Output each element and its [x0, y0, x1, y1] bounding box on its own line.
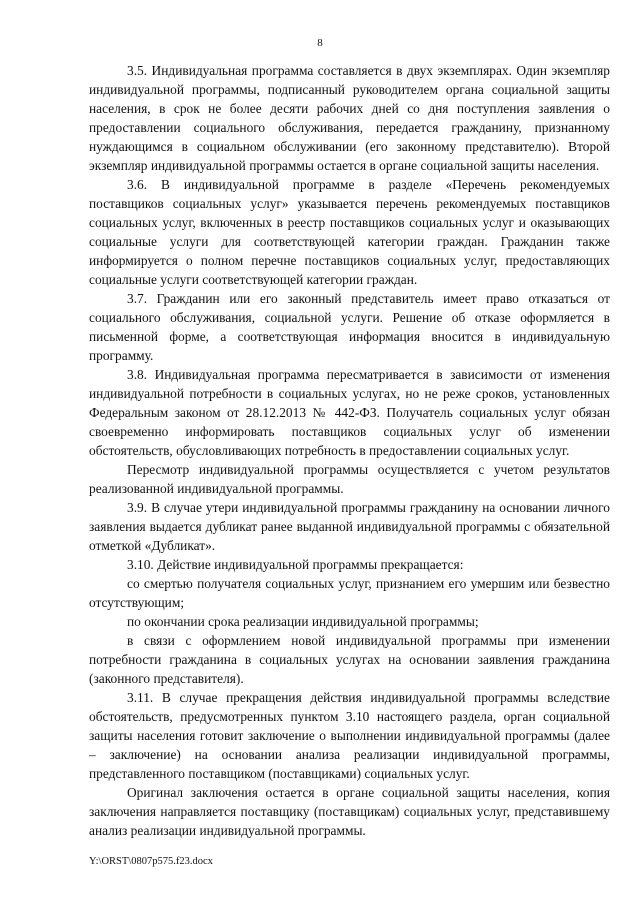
paragraph-3-10-item-new-program: в связи с оформлением новой индивидуальной программы при изменении потребности гражданина в социальных услугах на основании заявления гражданина (законного представителя).: [89, 633, 610, 686]
paragraph-review: Пересмотр индивидуальной программы осуществляется с учетом результатов реализованной индивидуальной программы.: [89, 462, 610, 496]
paragraph-3-6: 3.6. В индивидуальной программе в разделе «Перечень рекомендуемых поставщиков социальных услуг» указывается перечень рекомендуемых поставщиков социальных услуг, включенных в реестр поставщиков социальных услуг и оказывающих социальные услуги для соответствующей категории граждан. Гражданин также информируется о полном перечне поставщиков социальных услуг, предоставляющих социальные услуги соответствующей категории граждан.: [89, 177, 610, 287]
paragraph-3-10-item-death: со смертью получателя социальных услуг, признанием его умершим или безвестно отсутствующим;: [89, 576, 610, 610]
paragraph-3-9: 3.9. В случае утери индивидуальной программы гражданину на основании личного заявления выдается дубликат ранее выданной индивидуальной программы с обязательной отметкой «Дубликат».: [89, 500, 610, 553]
footer-file-path: Y:\ORST\0807p575.f23.docx: [89, 856, 213, 867]
paragraph-3-11: 3.11. В случае прекращения действия индивидуальной программы вследствие обстоятельств, предусмотренных пунктом 3.10 настоящего раздела, орган социальной защиты населения готовит заключение о выполнении индивидуальной программы (далее – заключение) на основании анализа реализации индивидуальной программы, представленного поставщиком (поставщиками) социальных услуг.: [89, 690, 610, 781]
paragraph-3-5: 3.5. Индивидуальная программа составляется в двух экземплярах. Один экземпляр индивидуальной программы, подписанный руководителем органа социальной защиты населения, в срок не более десяти рабочих дней со дня поступления заявления о предоставлении социального обслуживания, передается гражданину, признанному нуждающимся в социальном обслуживании (его законному представителю). Второй экземпляр индивидуальной программы остается в органе социальной защиты населения.: [89, 63, 610, 173]
page-number: 8: [317, 37, 323, 49]
paragraph-conclusion-original: Оригинал заключения остается в органе социальной защиты населения, копия заключения направляется поставщику (поставщикам) социальных услуг, представившему анализ реализации индивидуальной программы.: [89, 785, 610, 838]
document-body: [89, 61, 610, 840]
paragraph-3-8: 3.8. Индивидуальная программа пересматривается в зависимости от изменения индивидуальной потребности в социальных услугах, но не реже сроков, установленных Федеральным законом от 28.12.2013 № 442-ФЗ. Получатель социальных услуг обязан своевременно информировать поставщиков социальных услуг об изменении обстоятельств, обусловливающих потребность в предоставлении социальных услуг.: [89, 367, 610, 458]
paragraph-3-7: 3.7. Гражданин или его законный представитель имеет право отказаться от социального обслуживания, социальной услуги. Решение об отказе оформляется в письменной форме, а соответствующая информация вносится в индивидуальную программу.: [89, 291, 610, 363]
paragraph-3-10-item-expiry: по окончании срока реализации индивидуальной программы;: [127, 614, 479, 629]
paragraph-3-10: 3.10. Действие индивидуальной программы прекращается:: [127, 557, 464, 572]
